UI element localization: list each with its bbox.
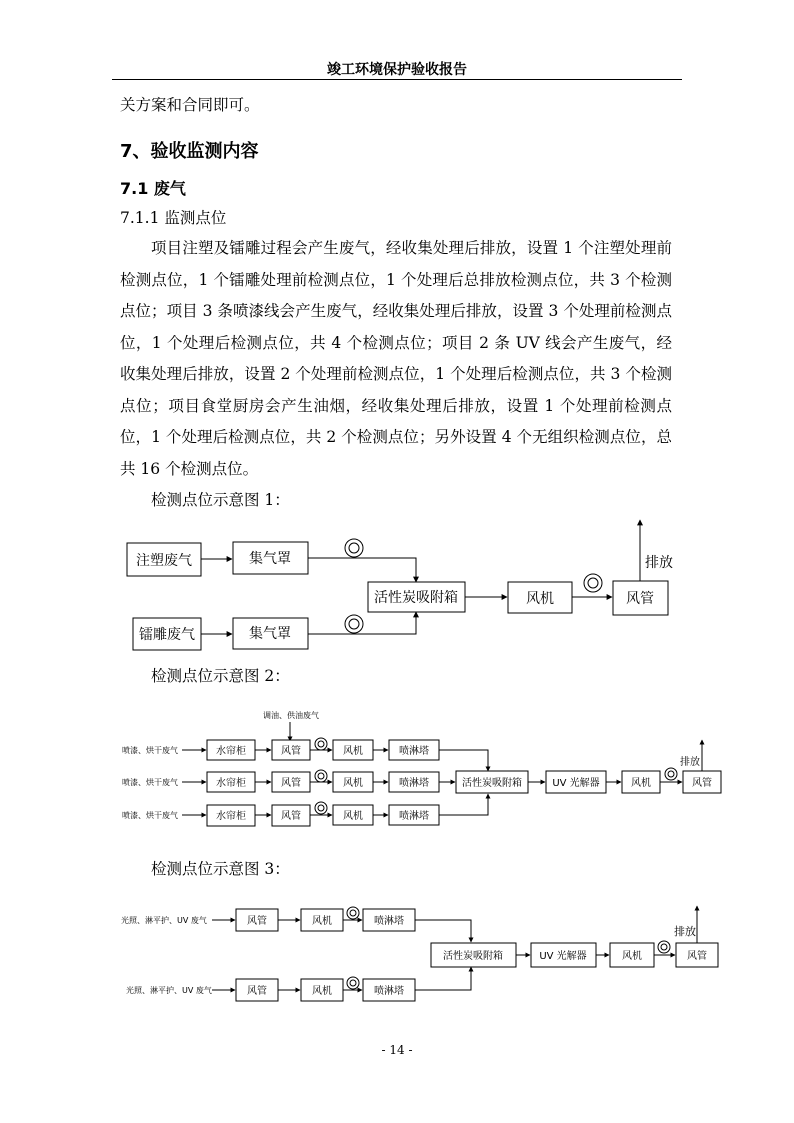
label-fan-d3: 风机 <box>622 951 642 962</box>
label-adsorber-d3: 活性炭吸附箱 <box>443 951 503 962</box>
continued-line: 关方案和合同即可。 <box>120 96 260 114</box>
label-oil-gas-note: 调油、供油废气 <box>263 711 319 720</box>
label-uv-gas-1: 光照、淋平护、UV 废气 <box>121 916 207 925</box>
label-fan: 风机 <box>526 591 554 607</box>
label-injection-gas: 注塑废气 <box>136 553 192 569</box>
subsub-heading: 7.1.1 监测点位 <box>120 209 227 227</box>
label-curtain-3: 水帘柜 <box>216 811 246 822</box>
label-tower-r2-d3: 喷淋塔 <box>374 986 404 997</box>
caption-1: 检测点位示意图 1： <box>151 491 290 509</box>
label-duct-r2-d3: 风管 <box>247 986 267 997</box>
label-fan-d2: 风机 <box>631 778 651 789</box>
label-adsorber: 活性炭吸附箱 <box>374 590 458 606</box>
section-heading: 7、验收监测内容 <box>120 141 259 162</box>
label-duct-d3: 风管 <box>687 951 707 962</box>
sample-point-icon <box>658 941 670 953</box>
label-hood-1: 集气罩 <box>249 551 291 567</box>
label-fan-r2-d3: 风机 <box>312 986 332 997</box>
label-fan-r2: 风机 <box>343 778 363 789</box>
label-adsorber-d2: 活性炭吸附箱 <box>462 778 522 789</box>
label-discharge-d3: 排放 <box>674 925 696 938</box>
sample-point-icon <box>347 977 359 989</box>
report-header-title: 竣工环境保护验收报告 <box>327 62 467 78</box>
label-duct-r1-d3: 风管 <box>247 916 267 927</box>
caption-2: 检测点位示意图 2： <box>151 667 290 685</box>
label-uv-gas-2: 光照、淋平护、UV 废气 <box>126 986 212 995</box>
label-laser-gas: 镭雕废气 <box>139 627 195 643</box>
monitoring-paragraph: 项目注塑及镭雕过程会产生废气，经收集处理后排放，设置 1 个注塑处理前检测点位，1 个镭雕处理前检测点位，1 个处理后总排放检测点位，共 3 个检测点位；项目 3 条喷漆线会产生废气，经收集处理后排放，设置 3 个处理前检测点位，1 个处理后检测点位，共 4 个检测点位；项目 2 条 UV 线会产生废气，经收集处理后排放，设置 2 个处理前检测点位，1 个处理后检测点位，共 3 个检测点位；项目食堂厨房会产生油烟，经收集处理后排放，设置 1 个处理前检测点位，1 个处理后检测点位，共 2 个检测点位；另外设置 4 个无组织检测点位，总共 16 个检测点位。 <box>120 239 672 478</box>
label-fan-r3: 风机 <box>343 811 363 822</box>
label-spray-gas-1: 喷漆、烘干废气 <box>122 746 178 755</box>
label-hood-2: 集气罩 <box>249 626 291 642</box>
label-tower-r2: 喷淋塔 <box>399 778 429 789</box>
label-duct-d2: 风管 <box>692 778 712 789</box>
label-tower-r1: 喷淋塔 <box>399 746 429 757</box>
label-tower-r3: 喷淋塔 <box>399 811 429 822</box>
label-duct-r3: 风管 <box>281 811 301 822</box>
subsection-heading: 7.1 废气 <box>120 179 186 198</box>
page-number: - 14 - <box>381 1043 413 1057</box>
label-duct: 风管 <box>626 591 654 607</box>
label-curtain-2: 水帘柜 <box>216 778 246 789</box>
label-spray-gas-2: 喷漆、烘干废气 <box>122 778 178 787</box>
label-fan-r1-d3: 风机 <box>312 916 332 927</box>
label-discharge: 排放 <box>645 555 673 571</box>
label-duct-r1: 风管 <box>281 746 301 757</box>
caption-3: 检测点位示意图 3： <box>151 860 290 878</box>
label-duct-r2: 风管 <box>281 778 301 789</box>
label-discharge-d2: 排放 <box>680 757 700 768</box>
label-uv-d3: UV 光解器 <box>539 951 587 962</box>
label-spray-gas-3: 喷漆、烘干废气 <box>122 811 178 820</box>
label-fan-r1: 风机 <box>343 746 363 757</box>
sample-point-icon <box>347 907 359 919</box>
label-curtain-1: 水帘柜 <box>216 746 246 757</box>
label-tower-r1-d3: 喷淋塔 <box>374 916 404 927</box>
label-uv-d2: UV 光解器 <box>552 778 600 789</box>
